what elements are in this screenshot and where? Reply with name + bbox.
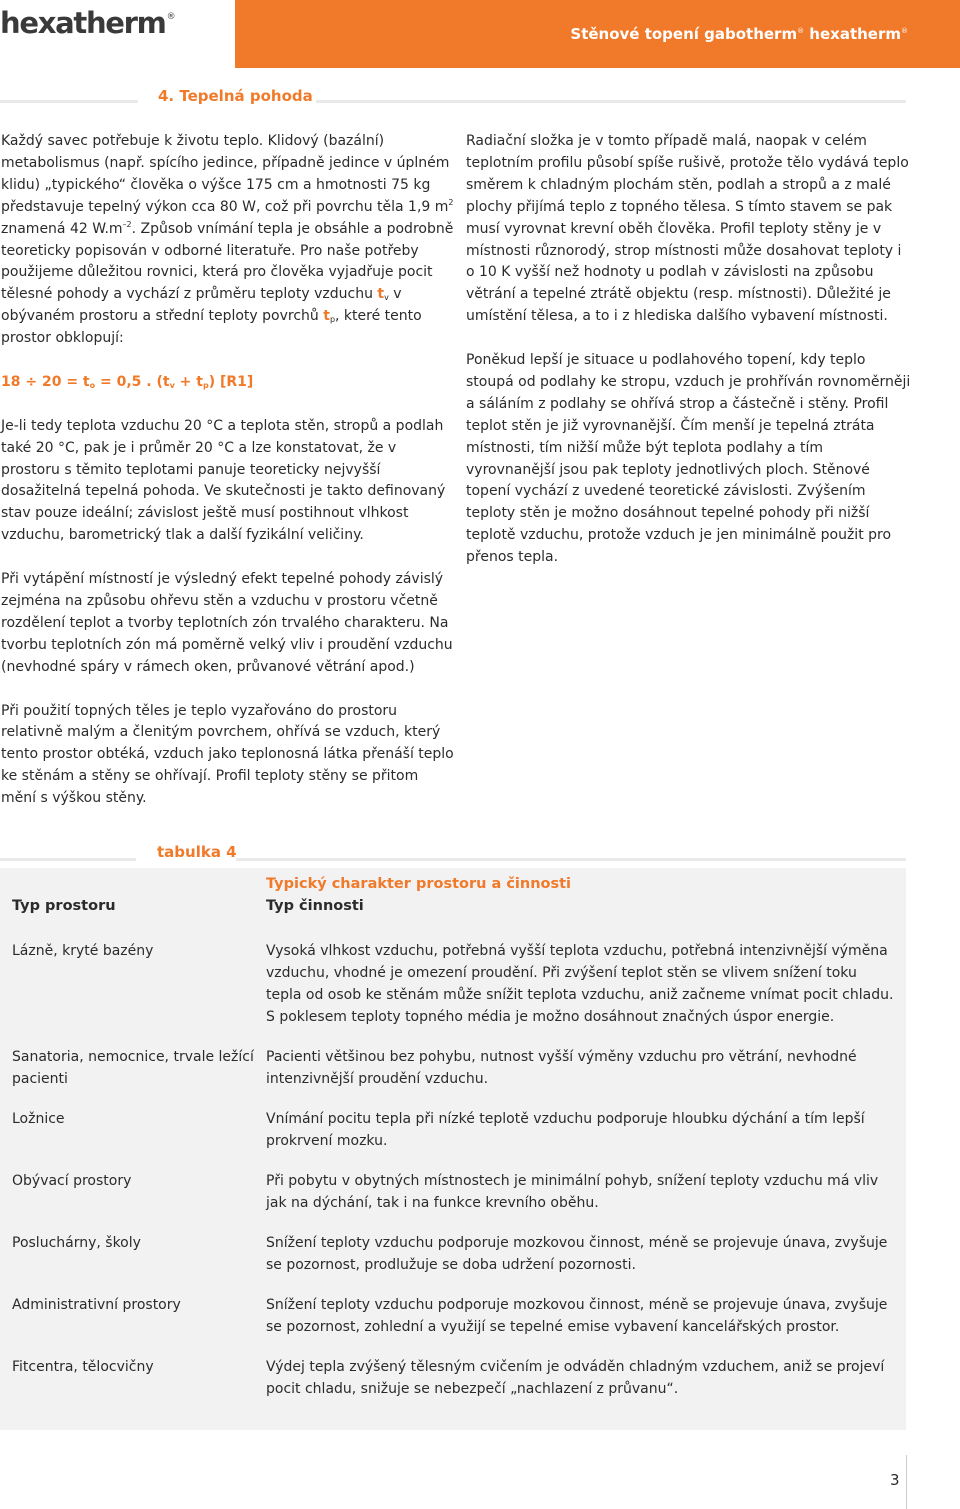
footer-divider [906,1455,907,1509]
comfort-table [0,868,906,1430]
header-title-part2: hexatherm [804,25,901,43]
room-type: Obývací prostory [12,1173,132,1189]
header-title [570,25,908,43]
header-bar [235,0,960,68]
section-title: 4. Tepelná pohoda [158,87,313,105]
activity-text: Snížení teploty vzduchu podporuje mozkovou činnost, méně se projevuje únava, zvyšuje se pozornost, prodlužuje se doba udržení pozornosti. [266,1235,888,1273]
table-rule [236,858,906,861]
room-type: Administrativní prostory [12,1297,181,1313]
section-rule [316,100,906,103]
table-row [0,1170,906,1214]
room-type: Fitcentra, tělocvičny [12,1359,154,1375]
room-type: Posluchárny, školy [12,1235,141,1251]
paragraph: Je-li tedy teplota vzduchu 20 °C a teplota stěn, stropů a podlah také 20 °C, pak je i průměr 20 °C a lze konstatovat, že v prostoru s těmito teplotami panuje teoreticky nejvyšší dosažitelná tepelná pohoda. Ve skutečnosti je takto definovaný stav pouze ideální; závislost ještě musí postihnout vlhkost vzduchu, barometrický tlak a další fyzikální veličiny. [1,417,446,544]
activity-text: Výdej tepla zvýšený tělesným cvičením je odváděn chladným vzduchem, aniž se projeví pocit chladu, snižuje se nebezpečí „nachlazení z průvanu“. [266,1359,885,1397]
table-row [0,1356,906,1400]
header-registered-mark: ® [901,27,908,35]
header-type: Typ prostoru [12,898,116,914]
formula-r1: $18 \div 20 = t_o = 0,5$ . $(t_v + t_p)$ [R1] [1,373,254,390]
table-header [0,868,906,924]
section-rule [0,100,138,103]
header-activity: Typ činnosti [266,898,364,914]
paragraph: Poněkud lepší je situace u podlahového topení, kdy teplo stoupá od podlahy ke stropu, vzduch je prohříván rovnoměrněji a sáláním z podlahy se ohřívá strop a částečně i stěny. Profil teplot stěn je již vyrovnanější. Čím menší je tepelná ztráta místnosti, tím nižší může být teplota podlahy a tím vyrovnanější jsou pak teploty jednotlivých ploch. Stěnové topení vychází z uvedené teoretické závislosti. Zvýšením teploty stěn je možno dosáhnout tepelné pohody při nižší teplotě vzduchu, protože vzduch je jen minimálně použit pro přenos tepla. [466,352,911,566]
header-title-part1: Stěnové topení gabotherm [570,25,798,43]
paragraph: Při vytápění místností je výsledný efekt tepelné pohody závislý zejména na způsobu ohřevu stěn a vzduchu v prostoru včetně rozdělení teplot a tvorby teplotních zón trvalého charakteru. Na tvorbu teplotních zón má poměrně velký vliv i proudění vzduchu (nevhodné spáry v rámech oken, průvanové větrání apod.) [1,571,453,675]
table-row [0,940,906,1028]
table-row [0,1294,906,1338]
room-type: Lázně, kryté bazény [12,943,154,959]
logo-registered-mark: ® [166,12,176,22]
paragraph: Při použití topných těles je teplo vyzařováno do prostoru relativně malým a členitým povrchem, ohřívá se vzduch, který tento prostor obtéká, vzduch jako teplonosná látka přenáší teplo ke stěnám a stěny se ohřívají. Profil teploty stěny se přitom mění s výškou stěny. [1,702,454,807]
header-registered-mark: ® [797,27,805,35]
right-column [466,131,914,569]
activity-text: Při pobytu v obytných místnostech je minimální pohyb, snížení teploty vzduchu má vliv jak na dýchání, tak i na funkce krevního oběhu. [266,1173,879,1211]
activity-text: Pacienti většinou bez pohybu, nutnost vyšší výměny vzduchu pro větrání, nevhodné intenzivnější proudění vzduchu. [266,1049,857,1087]
hexatherm-logo [0,6,176,40]
logo-text: hexatherm [0,6,166,40]
room-type: Ložnice [12,1111,65,1127]
activity-text: Vnímání pocitu tepla při nízké teplotě vzduchu podporuje hloubku dýchání a tím lepší prokrvení mozku. [266,1111,865,1149]
activity-text: Vysoká vlhkost vzduchu, potřebná vyšší teplota vzduchu, potřebná intenzivnější výměna vzduchu, vhodné je omezení proudění. Při zvýšení teplot stěn se vlivem snížení toku tepla od osob ke stěnám může snížit teplota vzduchu, aniž začneme vnímat pocit chladu. S poklesem teploty topného média je možno dosáhnout značných úspor energie. [266,943,894,1025]
table-row [0,1046,906,1090]
paragraph: Každý savec potřebuje k životu teplo. Klidový (bazální) metabolismus (např. spícího jedince, případně jedince v úplném klidu) „typického“ člověka o výšce 175 cm a hmotnosti 75 kg představuje tepelný výkon cca 80 W, což při povrchu těla 1,9 $m^2$ znamená 42 $W.m^{-2}$. Způsob vnímání tepla je obsáhle a podrobně teoreticky popisován v odborné literatuře. Pro naše potřeby použijeme důležitou rovnici, která pro člověka vyjadřuje pocit tělesné pohody a vychází z průměru teploty vzduchu $t_v$ v obývaném prostoru a střední teploty povrchů $t_p$, které tento prostor obklopují: [1,133,454,347]
header-character: Typický charakter prostoru a činnosti [266,876,572,892]
page-number: 3 [890,1471,900,1489]
activity-text: Snížení teploty vzduchu podporuje mozkovou činnost, méně se projevuje únava, zvyšuje se pozornost, zohlední a využijí se tepelné emise vybavení kancelářských prostor. [266,1297,888,1335]
table-row [0,1232,906,1276]
left-column [1,131,456,810]
table-title: tabulka 4 [157,843,237,861]
room-type: Sanatoria, nemocnice, trvale ležící pacienti [12,1049,254,1087]
paragraph: Radiační složka je v tomto případě malá, naopak v celém teplotním profilu působí spíše rušivě, protože tělo vydává teplo směrem k chladným plochám stěn, podlah a stropů a z malé plochy přijímá teplo z topného tělesa. S tímto stavem se pak musí vyrovnat krevní oběh člověka. Profil teploty stěny je v místnosti různorodý, strop místnosti může dosahovat teploty i o 10 K vyšší než hodnoty u podlah v závislosti na způsobu větrání a tepelné ztrátě objektu (resp. místnosti). Důležité je umístění tělesa, a to i z hlediska dalšího vybavení místnosti. [466,133,909,325]
table-rule [0,858,136,861]
table-row [0,1108,906,1152]
